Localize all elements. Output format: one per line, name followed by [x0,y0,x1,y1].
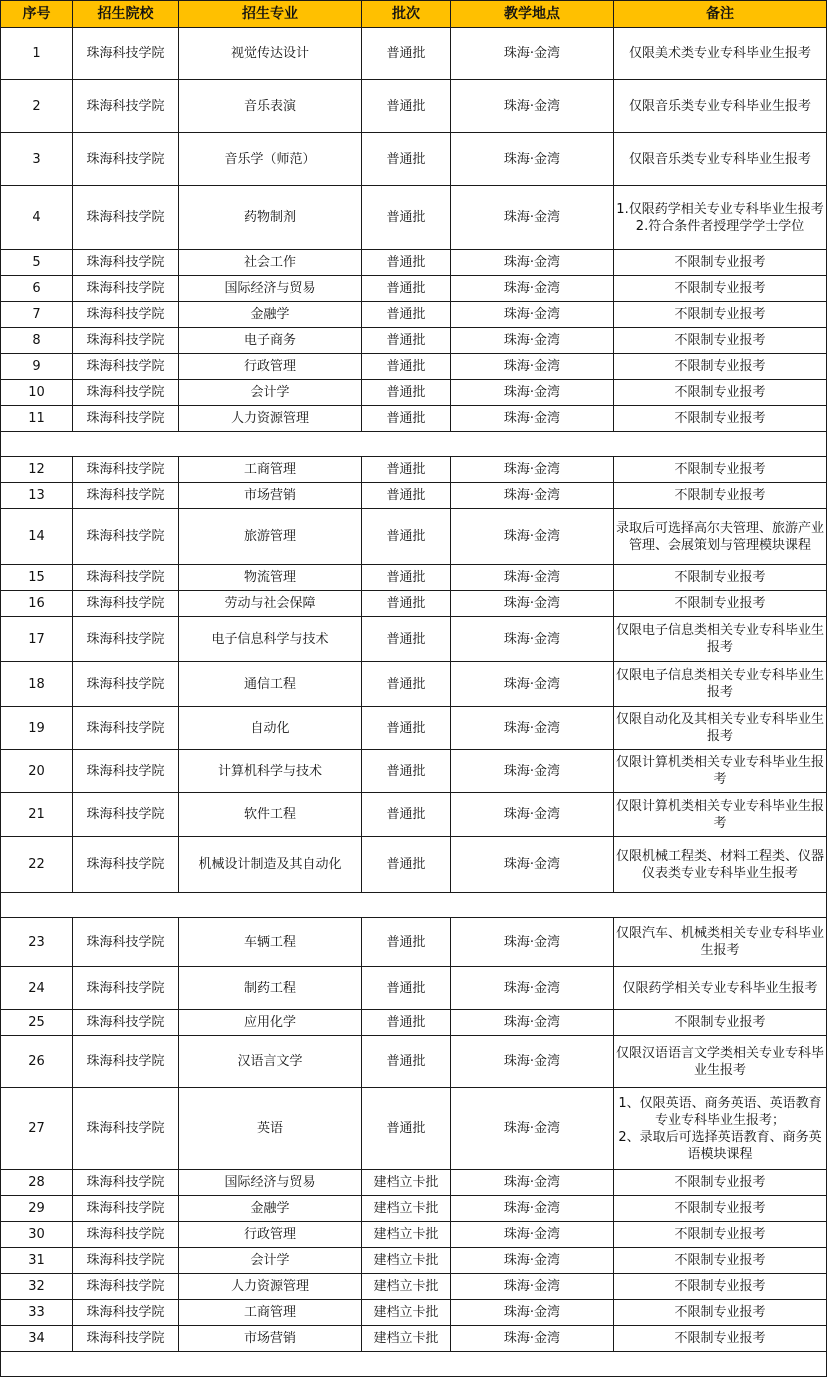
cell-school: 珠海科技学院 [73,457,179,483]
group-spacer-row [1,1352,827,1377]
cell-note: 不限制专业报考 [614,302,827,328]
cell-note: 仅限药学相关专业专科毕业生报考 [614,967,827,1010]
cell-major: 人力资源管理 [179,1274,362,1300]
cell-location: 珠海·金湾 [451,302,614,328]
cell-note: 不限制专业报考 [614,591,827,617]
cell-no: 21 [1,793,73,837]
table-row [1,509,827,565]
cell-batch: 普通批 [362,302,451,328]
cell-note: 仅限汽车、机械类相关专业专科毕业生报考 [614,918,827,967]
cell-note: 不限制专业报考 [614,406,827,432]
table-row [1,918,827,967]
cell-school: 珠海科技学院 [73,1248,179,1274]
cell-no: 13 [1,483,73,509]
cell-location: 珠海·金湾 [451,28,614,80]
cell-no: 30 [1,1222,73,1248]
cell-school: 珠海科技学院 [73,918,179,967]
table-row [1,276,827,302]
cell-school: 珠海科技学院 [73,1170,179,1196]
table-row [1,1274,827,1300]
cell-batch: 普通批 [362,28,451,80]
table-body [1,28,827,1377]
cell-major: 计算机科学与技术 [179,750,362,793]
cell-note: 不限制专业报考 [614,1196,827,1222]
cell-note: 仅限计算机类相关专业专科毕业生报考 [614,750,827,793]
cell-note: 仅限音乐类专业专科毕业生报考 [614,80,827,133]
cell-location: 珠海·金湾 [451,133,614,186]
cell-note: 仅限美术类专业专科毕业生报考 [614,28,827,80]
table-row [1,1196,827,1222]
cell-no: 5 [1,250,73,276]
cell-major: 金融学 [179,302,362,328]
table-row [1,186,827,250]
cell-note: 不限制专业报考 [614,250,827,276]
cell-school: 珠海科技学院 [73,793,179,837]
cell-location: 珠海·金湾 [451,483,614,509]
table-row [1,380,827,406]
cell-batch: 普通批 [362,918,451,967]
cell-note: 仅限自动化及其相关专业专科毕业生报考 [614,707,827,750]
cell-location: 珠海·金湾 [451,1010,614,1036]
cell-location: 珠海·金湾 [451,837,614,893]
cell-major: 英语 [179,1088,362,1170]
cell-location: 珠海·金湾 [451,1036,614,1088]
cell-note: 仅限电子信息类相关专业专科毕业生报考 [614,662,827,707]
cell-no: 28 [1,1170,73,1196]
cell-note: 不限制专业报考 [614,1248,827,1274]
cell-note: 不限制专业报考 [614,276,827,302]
cell-location: 珠海·金湾 [451,1222,614,1248]
cell-major: 工商管理 [179,1300,362,1326]
cell-major: 行政管理 [179,1222,362,1248]
table-row [1,750,827,793]
spacer-cell [1,432,827,457]
cell-school: 珠海科技学院 [73,1300,179,1326]
cell-major: 视觉传达设计 [179,28,362,80]
table-row [1,1222,827,1248]
cell-note: 不限制专业报考 [614,1010,827,1036]
cell-batch: 普通批 [362,186,451,250]
cell-batch: 普通批 [362,380,451,406]
cell-school: 珠海科技学院 [73,483,179,509]
cell-no: 1 [1,28,73,80]
cell-major: 电子商务 [179,328,362,354]
table-row [1,793,827,837]
cell-no: 4 [1,186,73,250]
cell-school: 珠海科技学院 [73,509,179,565]
table-row [1,707,827,750]
cell-major: 会计学 [179,1248,362,1274]
cell-no: 11 [1,406,73,432]
cell-location: 珠海·金湾 [451,80,614,133]
cell-note: 仅限计算机类相关专业专科毕业生报考 [614,793,827,837]
cell-major: 会计学 [179,380,362,406]
table-row [1,483,827,509]
cell-batch: 建档立卡批 [362,1248,451,1274]
cell-batch: 普通批 [362,662,451,707]
cell-batch: 普通批 [362,328,451,354]
cell-no: 20 [1,750,73,793]
table-row [1,565,827,591]
cell-school: 珠海科技学院 [73,707,179,750]
cell-school: 珠海科技学院 [73,380,179,406]
table-row [1,80,827,133]
cell-batch: 普通批 [362,750,451,793]
cell-school: 珠海科技学院 [73,276,179,302]
cell-no: 12 [1,457,73,483]
cell-no: 31 [1,1248,73,1274]
cell-no: 32 [1,1274,73,1300]
cell-location: 珠海·金湾 [451,250,614,276]
cell-note: 不限制专业报考 [614,1222,827,1248]
cell-batch: 普通批 [362,80,451,133]
cell-major: 自动化 [179,707,362,750]
cell-note: 不限制专业报考 [614,380,827,406]
cell-note: 仅限电子信息类相关专业专科毕业生报考 [614,617,827,662]
cell-major: 车辆工程 [179,918,362,967]
cell-note: 不限制专业报考 [614,1274,827,1300]
cell-major: 应用化学 [179,1010,362,1036]
cell-location: 珠海·金湾 [451,793,614,837]
cell-batch: 普通批 [362,250,451,276]
cell-school: 珠海科技学院 [73,1326,179,1352]
cell-note: 仅限音乐类专业专科毕业生报考 [614,133,827,186]
cell-location: 珠海·金湾 [451,1274,614,1300]
table-row [1,28,827,80]
cell-batch: 建档立卡批 [362,1196,451,1222]
cell-note: 不限制专业报考 [614,328,827,354]
cell-location: 珠海·金湾 [451,457,614,483]
cell-batch: 普通批 [362,133,451,186]
cell-batch: 普通批 [362,565,451,591]
table-row [1,591,827,617]
cell-school: 珠海科技学院 [73,28,179,80]
cell-batch: 普通批 [362,1036,451,1088]
cell-location: 珠海·金湾 [451,565,614,591]
cell-batch: 普通批 [362,837,451,893]
cell-school: 珠海科技学院 [73,565,179,591]
cell-school: 珠海科技学院 [73,354,179,380]
table-row [1,1300,827,1326]
cell-major: 制药工程 [179,967,362,1010]
cell-batch: 普通批 [362,617,451,662]
cell-no: 8 [1,328,73,354]
table-row [1,406,827,432]
cell-no: 14 [1,509,73,565]
header-note: 备注 [614,1,827,28]
cell-no: 3 [1,133,73,186]
cell-location: 珠海·金湾 [451,1326,614,1352]
cell-major: 旅游管理 [179,509,362,565]
cell-batch: 普通批 [362,1088,451,1170]
table-row [1,617,827,662]
header-batch: 批次 [362,1,451,28]
cell-location: 珠海·金湾 [451,1088,614,1170]
cell-batch: 建档立卡批 [362,1326,451,1352]
cell-location: 珠海·金湾 [451,1248,614,1274]
cell-no: 19 [1,707,73,750]
cell-no: 9 [1,354,73,380]
cell-note: 不限制专业报考 [614,457,827,483]
cell-batch: 普通批 [362,591,451,617]
cell-note: 不限制专业报考 [614,1300,827,1326]
cell-major: 音乐表演 [179,80,362,133]
cell-no: 23 [1,918,73,967]
cell-note: 不限制专业报考 [614,483,827,509]
cell-school: 珠海科技学院 [73,1036,179,1088]
cell-location: 珠海·金湾 [451,662,614,707]
table-row [1,662,827,707]
group-spacer-row [1,893,827,918]
cell-major: 汉语言文学 [179,1036,362,1088]
cell-no: 33 [1,1300,73,1326]
cell-no: 15 [1,565,73,591]
cell-location: 珠海·金湾 [451,591,614,617]
cell-note: 不限制专业报考 [614,565,827,591]
cell-school: 珠海科技学院 [73,406,179,432]
cell-no: 26 [1,1036,73,1088]
cell-school: 珠海科技学院 [73,133,179,186]
cell-major: 金融学 [179,1196,362,1222]
cell-no: 7 [1,302,73,328]
table-row [1,1010,827,1036]
cell-major: 工商管理 [179,457,362,483]
spacer-cell [1,1352,827,1377]
cell-major: 药物制剂 [179,186,362,250]
cell-note: 不限制专业报考 [614,354,827,380]
cell-location: 珠海·金湾 [451,750,614,793]
cell-no: 10 [1,380,73,406]
cell-school: 珠海科技学院 [73,80,179,133]
header-row [1,1,827,28]
cell-school: 珠海科技学院 [73,837,179,893]
cell-major: 国际经济与贸易 [179,276,362,302]
cell-batch: 普通批 [362,707,451,750]
cell-major: 市场营销 [179,483,362,509]
header-location: 教学地点 [451,1,614,28]
cell-batch: 建档立卡批 [362,1222,451,1248]
cell-location: 珠海·金湾 [451,380,614,406]
cell-school: 珠海科技学院 [73,250,179,276]
cell-location: 珠海·金湾 [451,509,614,565]
spacer-cell [1,893,827,918]
cell-batch: 普通批 [362,1010,451,1036]
cell-no: 18 [1,662,73,707]
cell-no: 22 [1,837,73,893]
cell-batch: 普通批 [362,457,451,483]
cell-no: 24 [1,967,73,1010]
header-no: 序号 [1,1,73,28]
cell-major: 物流管理 [179,565,362,591]
cell-school: 珠海科技学院 [73,617,179,662]
cell-no: 16 [1,591,73,617]
cell-note: 录取后可选择高尔夫管理、旅游产业管理、会展策划与管理模块课程 [614,509,827,565]
cell-school: 珠海科技学院 [73,1010,179,1036]
cell-location: 珠海·金湾 [451,354,614,380]
cell-note: 不限制专业报考 [614,1326,827,1352]
header-school: 招生院校 [73,1,179,28]
cell-location: 珠海·金湾 [451,328,614,354]
cell-note: 仅限机械工程类、材料工程类、仪器仪表类专业专科毕业生报考 [614,837,827,893]
cell-no: 25 [1,1010,73,1036]
cell-major: 通信工程 [179,662,362,707]
cell-major: 软件工程 [179,793,362,837]
cell-major: 劳动与社会保障 [179,591,362,617]
cell-no: 6 [1,276,73,302]
cell-no: 27 [1,1088,73,1170]
cell-location: 珠海·金湾 [451,1196,614,1222]
cell-batch: 建档立卡批 [362,1274,451,1300]
table-row [1,1248,827,1274]
cell-batch: 普通批 [362,483,451,509]
group-spacer-row [1,432,827,457]
cell-location: 珠海·金湾 [451,186,614,250]
table-row [1,1170,827,1196]
cell-note: 1.仅限药学相关专业专科毕业生报考 2.符合条件者授理学学士学位 [614,186,827,250]
cell-batch: 普通批 [362,793,451,837]
cell-location: 珠海·金湾 [451,918,614,967]
cell-batch: 普通批 [362,509,451,565]
cell-location: 珠海·金湾 [451,1170,614,1196]
table-row [1,302,827,328]
cell-location: 珠海·金湾 [451,617,614,662]
cell-location: 珠海·金湾 [451,707,614,750]
cell-batch: 普通批 [362,967,451,1010]
cell-note: 1、仅限英语、商务英语、英语教育专业专科毕业生报考； 2、录取后可选择英语教育、商务英语模块课程 [614,1088,827,1170]
table-row [1,133,827,186]
cell-school: 珠海科技学院 [73,328,179,354]
cell-batch: 普通批 [362,276,451,302]
table-row [1,1326,827,1352]
cell-no: 34 [1,1326,73,1352]
table-row [1,354,827,380]
cell-school: 珠海科技学院 [73,1196,179,1222]
cell-school: 珠海科技学院 [73,1274,179,1300]
cell-school: 珠海科技学院 [73,662,179,707]
cell-location: 珠海·金湾 [451,967,614,1010]
cell-batch: 普通批 [362,354,451,380]
cell-batch: 普通批 [362,406,451,432]
cell-location: 珠海·金湾 [451,276,614,302]
cell-no: 17 [1,617,73,662]
table-row [1,1088,827,1170]
cell-batch: 建档立卡批 [362,1300,451,1326]
cell-school: 珠海科技学院 [73,591,179,617]
table-row [1,967,827,1010]
header-major: 招生专业 [179,1,362,28]
cell-major: 国际经济与贸易 [179,1170,362,1196]
cell-major: 机械设计制造及其自动化 [179,837,362,893]
cell-school: 珠海科技学院 [73,1222,179,1248]
cell-no: 2 [1,80,73,133]
table-row [1,250,827,276]
cell-school: 珠海科技学院 [73,302,179,328]
cell-location: 珠海·金湾 [451,1300,614,1326]
cell-no: 29 [1,1196,73,1222]
cell-major: 人力资源管理 [179,406,362,432]
table-row [1,328,827,354]
cell-note: 仅限汉语语言文学类相关专业专科毕业生报考 [614,1036,827,1088]
cell-batch: 建档立卡批 [362,1170,451,1196]
cell-school: 珠海科技学院 [73,186,179,250]
cell-school: 珠海科技学院 [73,750,179,793]
table-row [1,837,827,893]
cell-major: 行政管理 [179,354,362,380]
cell-major: 市场营销 [179,1326,362,1352]
cell-note: 不限制专业报考 [614,1170,827,1196]
cell-location: 珠海·金湾 [451,406,614,432]
cell-school: 珠海科技学院 [73,967,179,1010]
table-row [1,457,827,483]
cell-major: 社会工作 [179,250,362,276]
cell-major: 电子信息科学与技术 [179,617,362,662]
table-row [1,1036,827,1088]
cell-major: 音乐学（师范） [179,133,362,186]
cell-school: 珠海科技学院 [73,1088,179,1170]
